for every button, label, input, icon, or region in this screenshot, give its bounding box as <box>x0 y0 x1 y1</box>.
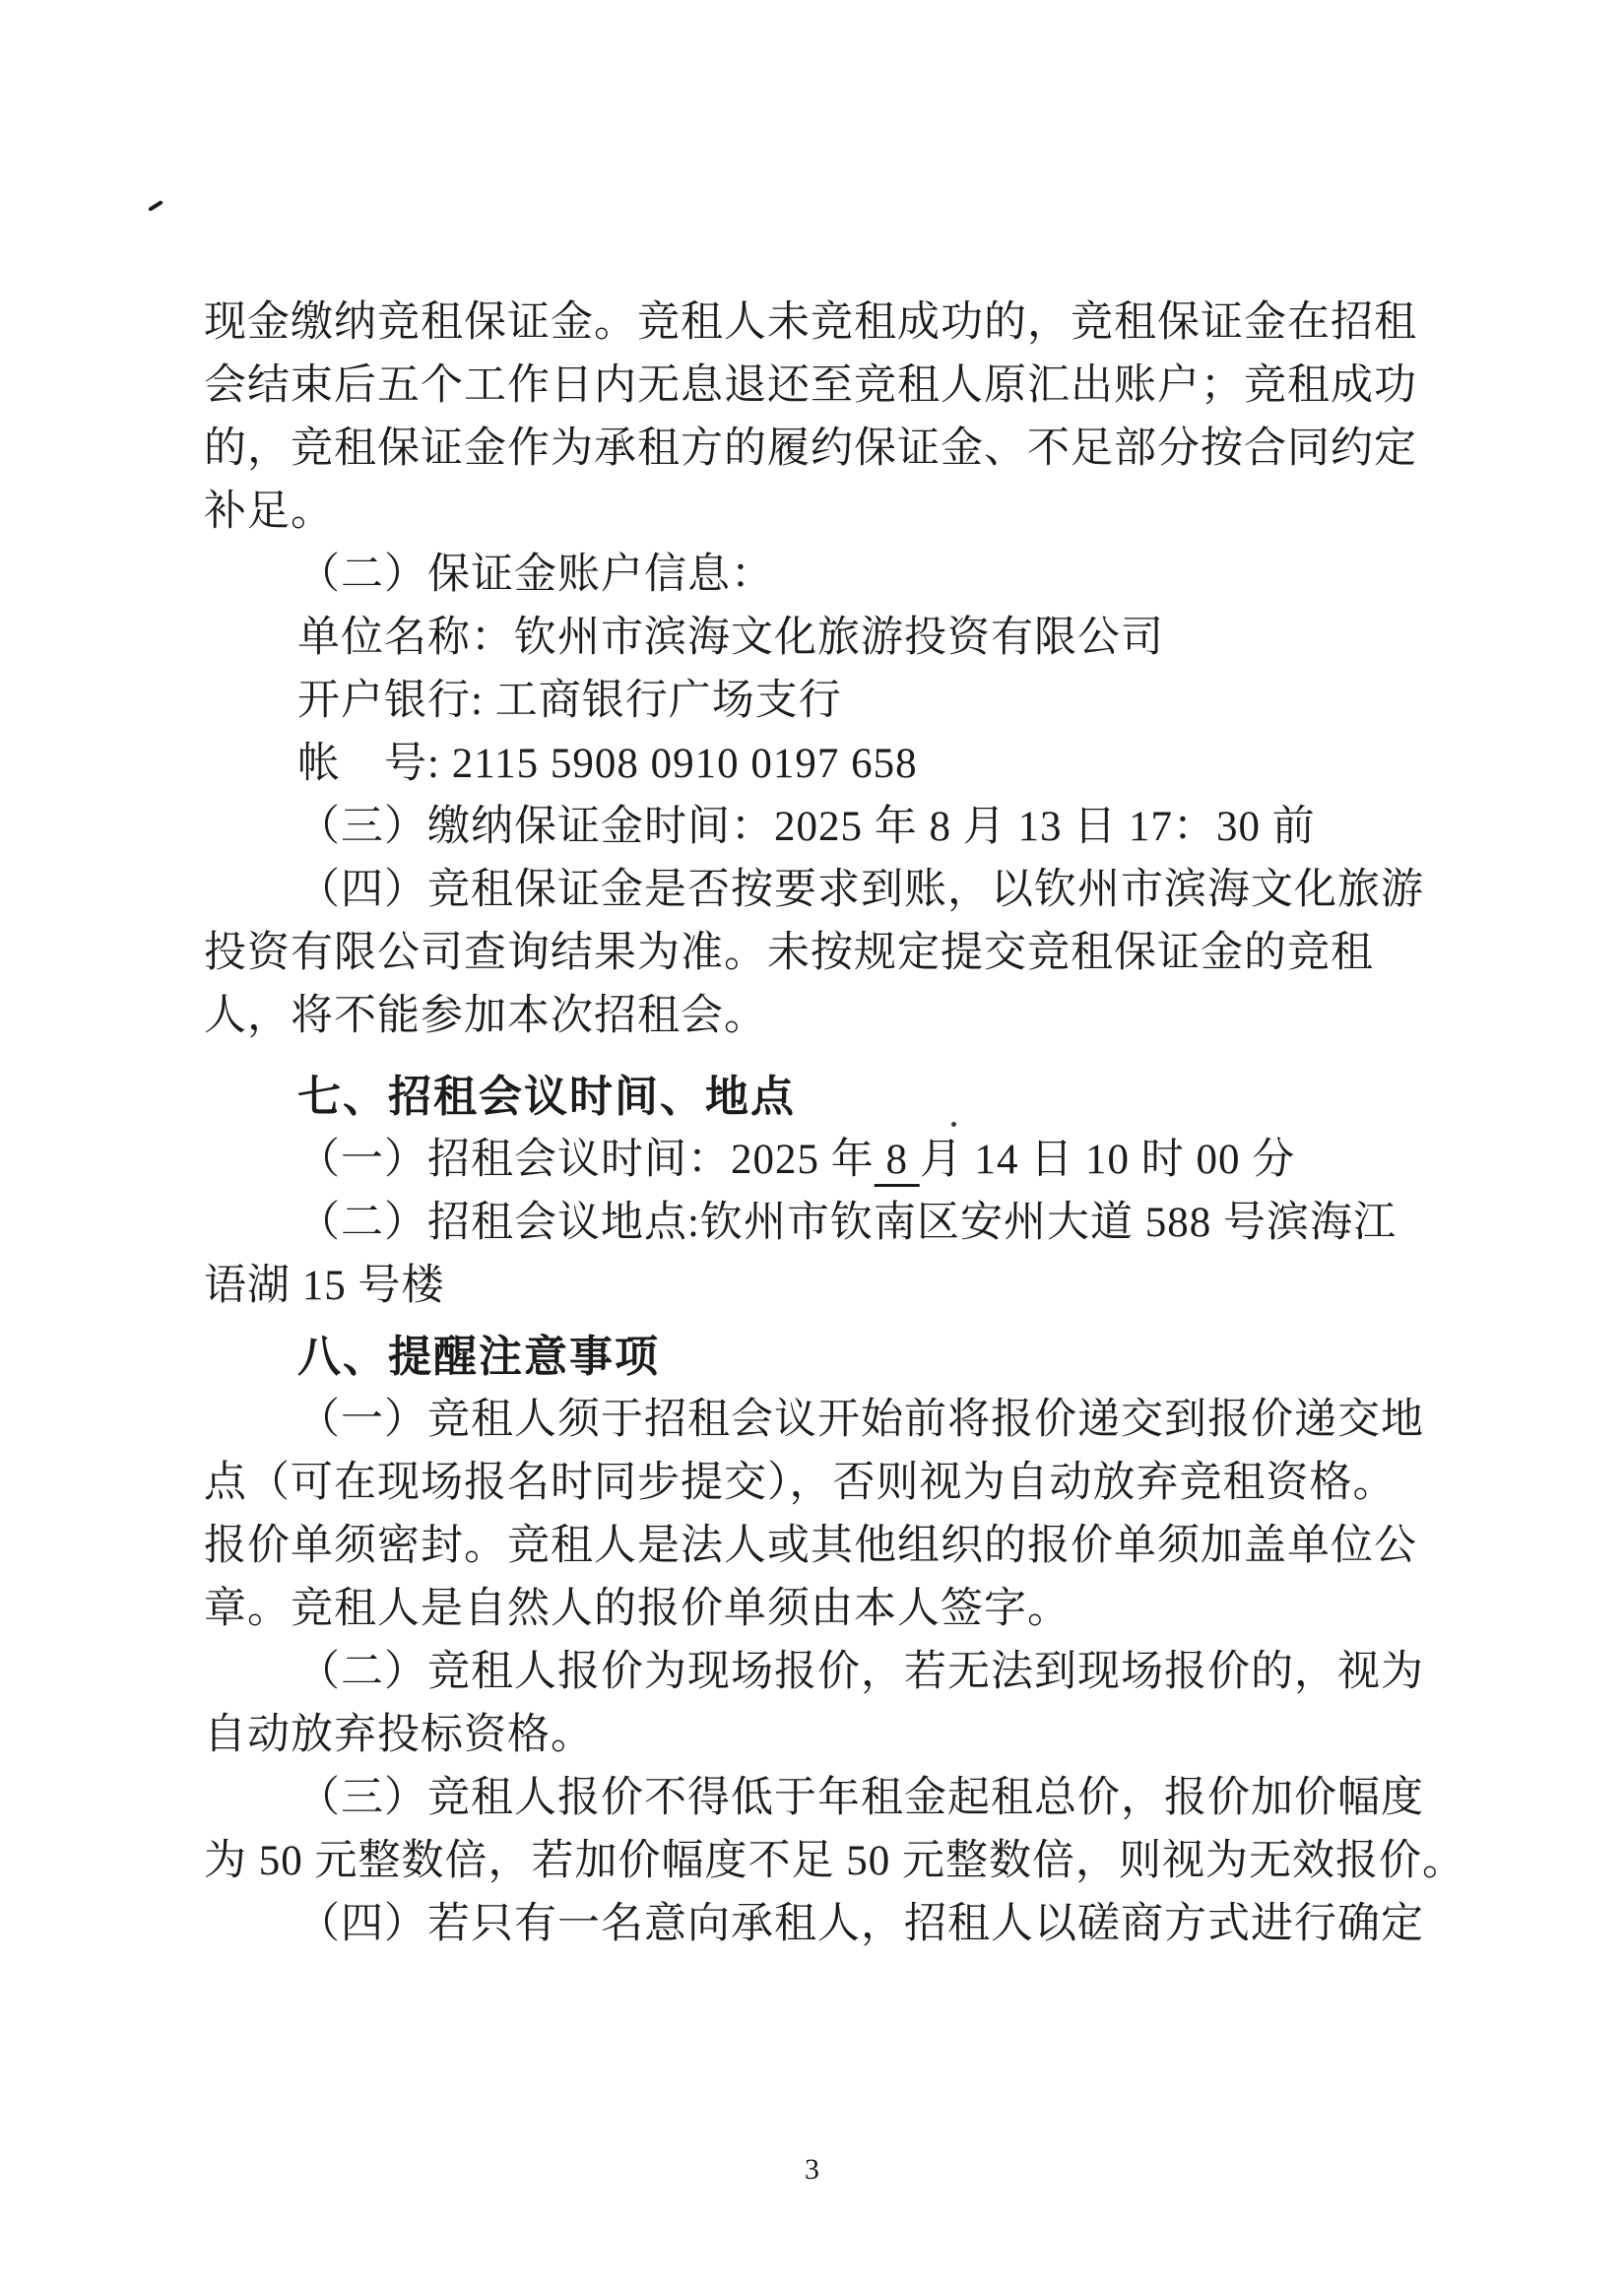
item-4-deposit-check-line-2: 投资有限公司查询结果为准。未按规定提交竞租保证金的竞租 <box>204 930 1374 976</box>
item-4-deposit-check-line-1: （四）竞租保证金是否按要求到账，以钦州市滨海文化旅游 <box>297 867 1424 913</box>
paragraph-deposit-line-2: 会结束后五个工作日内无息退还至竞租人原汇出账户；竞租成功 <box>204 362 1417 409</box>
page-number: 3 <box>805 2153 819 2186</box>
meeting-place-line-1: （二）招租会议地点:钦州市钦南区安州大道 588 号滨海江 <box>297 1200 1397 1246</box>
paragraph-deposit-line-1: 现金缴纳竞租保证金。竞租人未竞租成功的，竞租保证金在招租 <box>204 299 1417 346</box>
notice-4-line-1: （四）若只有一名意向承租人，招租人以磋商方式进行确定 <box>297 1901 1424 1947</box>
account-number: 帐 号: 2115 5908 0910 0197 658 <box>297 741 918 787</box>
paragraph-deposit-line-3: 的，竞租保证金作为承租方的履约保证金、不足部分按合同约定 <box>204 425 1417 472</box>
meeting-time-suffix: 月 14 日 10 时 00 分 <box>919 1137 1296 1183</box>
scan-artifact-tick <box>148 200 163 212</box>
notice-2-line-2: 自动放弃投标资格。 <box>204 1712 594 1758</box>
meeting-time-line <box>204 1129 1425 1192</box>
meeting-month-underlined: 8 <box>874 1137 920 1183</box>
meeting-place-line-2: 语湖 15 号楼 <box>204 1263 445 1309</box>
notice-3-line-2: 为 50 元整数倍，若加价幅度不足 50 元整数倍，则视为无效报价。 <box>204 1838 1465 1884</box>
section-8-heading: 八、提醒注意事项 <box>297 1332 660 1382</box>
notice-1-line-2: 点（可在现场报名时同步提交），否则视为自动放弃竞租资格。 <box>204 1460 1397 1506</box>
item-3-deposit-deadline: （三）缴纳保证金时间：2025 年 8 月 13 日 17：30 前 <box>297 804 1316 850</box>
section-7-heading: 七、招租会议时间、地点 <box>297 1072 796 1122</box>
notice-1-line-3: 报价单须密封。竞租人是法人或其他组织的报价单须加盖单位公 <box>204 1523 1417 1569</box>
item-2-account-info-heading: （二）保证金账户信息： <box>297 552 774 598</box>
account-bank-name: 开户银行: 工商银行广场支行 <box>297 678 842 724</box>
notice-2-line-1: （二）竞租人报价为现场报价，若无法到现场报价的，视为 <box>297 1649 1424 1695</box>
paragraph-deposit-line-4: 补足。 <box>204 489 334 535</box>
notice-3-line-1: （三）竞租人报价不得低于年租金起租总价，报价加价幅度 <box>297 1775 1424 1821</box>
item-4-deposit-check-line-3: 人，将不能参加本次招租会。 <box>204 993 767 1039</box>
notice-1-line-4: 章。竞租人是自然人的报价单须由本人签字。 <box>204 1586 1071 1632</box>
account-company-name: 单位名称：钦州市滨海文化旅游投资有限公司 <box>297 615 1164 661</box>
document-body <box>204 292 1465 1956</box>
meeting-time-prefix: （一）招租会议时间：2025 年 <box>297 1137 875 1183</box>
notice-1-line-1: （一）竞租人须于招租会议开始前将报价递交到报价递交地 <box>297 1397 1424 1443</box>
